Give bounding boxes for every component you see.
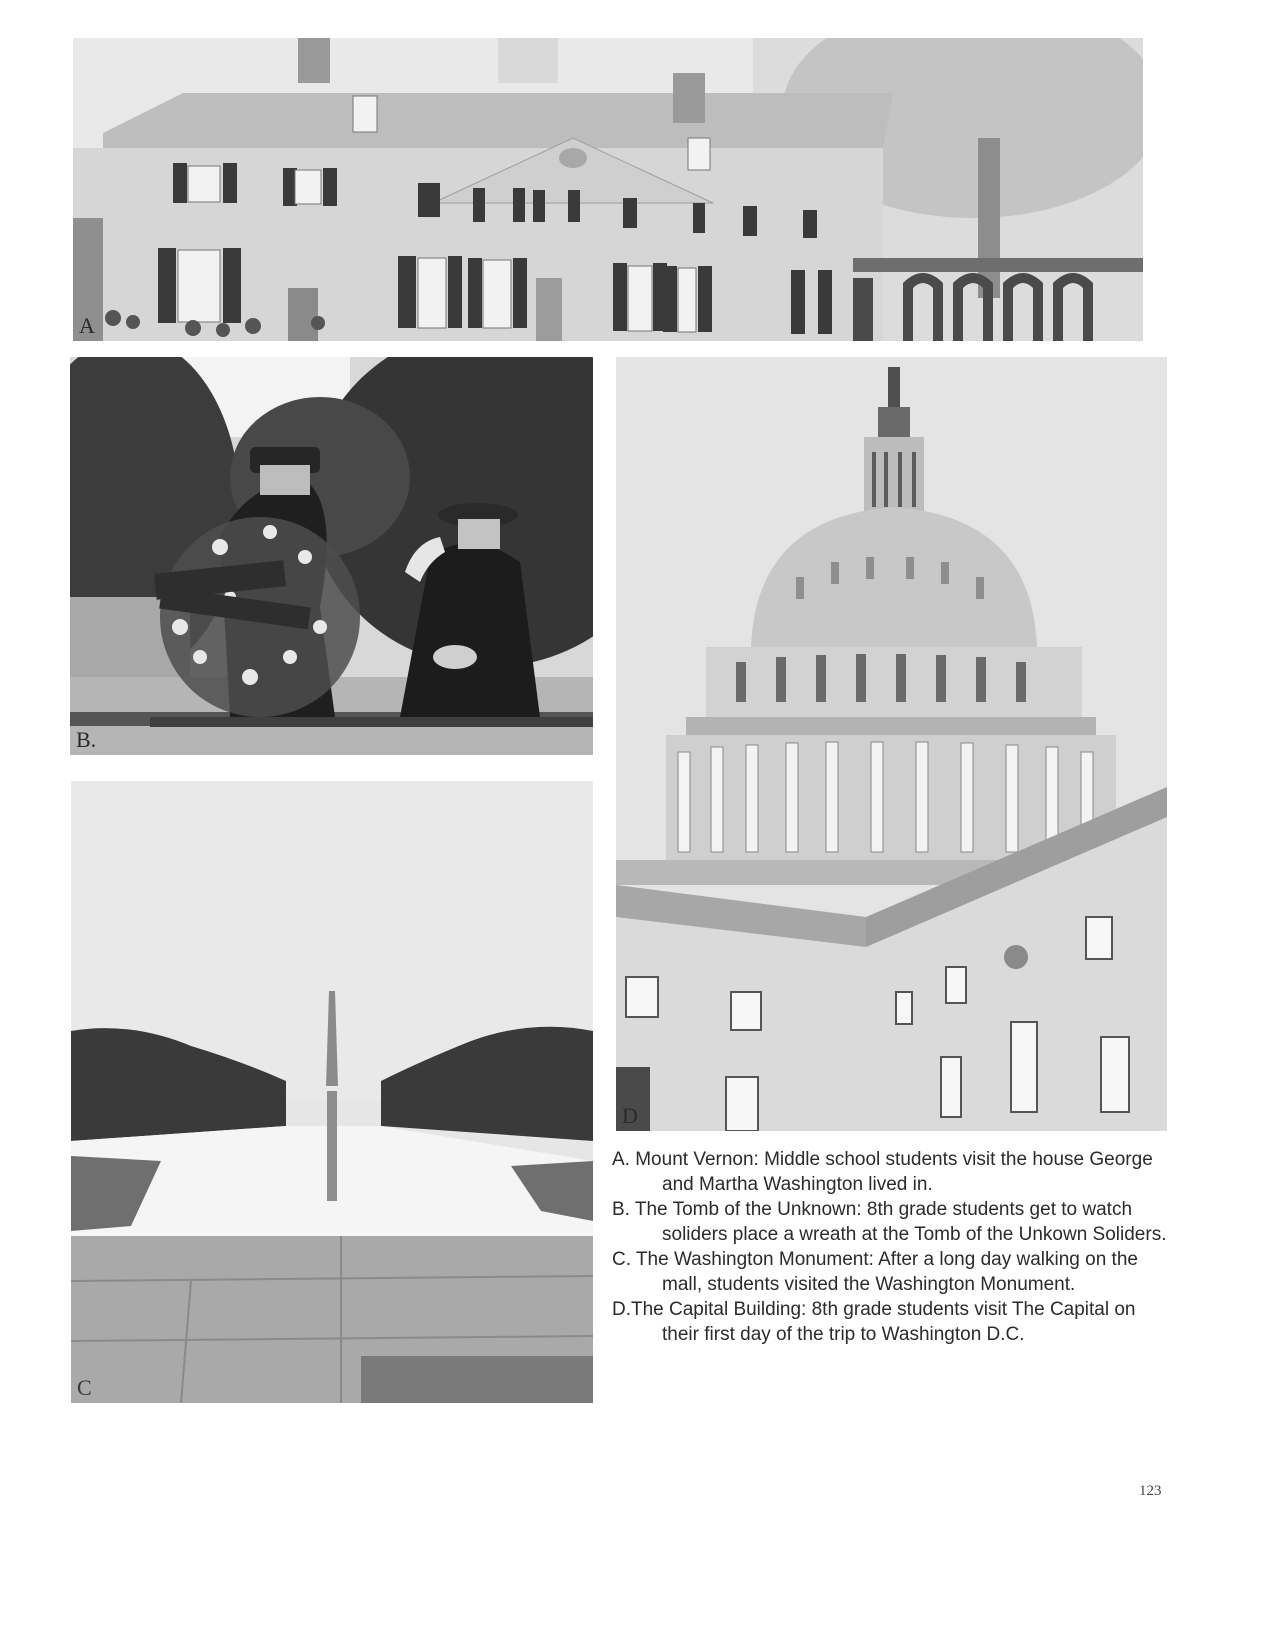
- photo-washington-monument: [71, 781, 593, 1403]
- page-number: 123: [1139, 1483, 1162, 1499]
- caption-b: B. The Tomb of the Unknown: 8th grade students get to watch soliders place a wreath at the Tomb of the Unkown Soliders.: [612, 1199, 1167, 1245]
- photo-label-c: C: [77, 1375, 92, 1400]
- caption-a: A. Mount Vernon: Middle school students visit the house George and Martha Washington lived in.: [612, 1149, 1153, 1195]
- photo-tomb-of-the-unknown: [70, 357, 593, 755]
- photo-capitol-building: [616, 357, 1167, 1131]
- caption-list: [612, 1147, 1172, 1347]
- caption-c: C. The Washington Monument: After a long day walking on the mall, students visited the Washington Monument.: [612, 1249, 1138, 1295]
- photo-label-b: B.: [76, 727, 97, 752]
- reflecting-pool-illustration: [71, 781, 593, 1403]
- mount-vernon-illustration: [73, 38, 1143, 341]
- tomb-ceremony-illustration: [70, 357, 593, 755]
- caption-d: D.The Capital Building: 8th grade students visit The Capital on their first day of the trip to Washington D.C.: [612, 1299, 1136, 1345]
- photo-label-d: D: [622, 1103, 638, 1128]
- photo-mount-vernon: [73, 38, 1143, 341]
- capitol-dome-illustration: [616, 357, 1167, 1131]
- photo-label-a: A: [79, 313, 95, 338]
